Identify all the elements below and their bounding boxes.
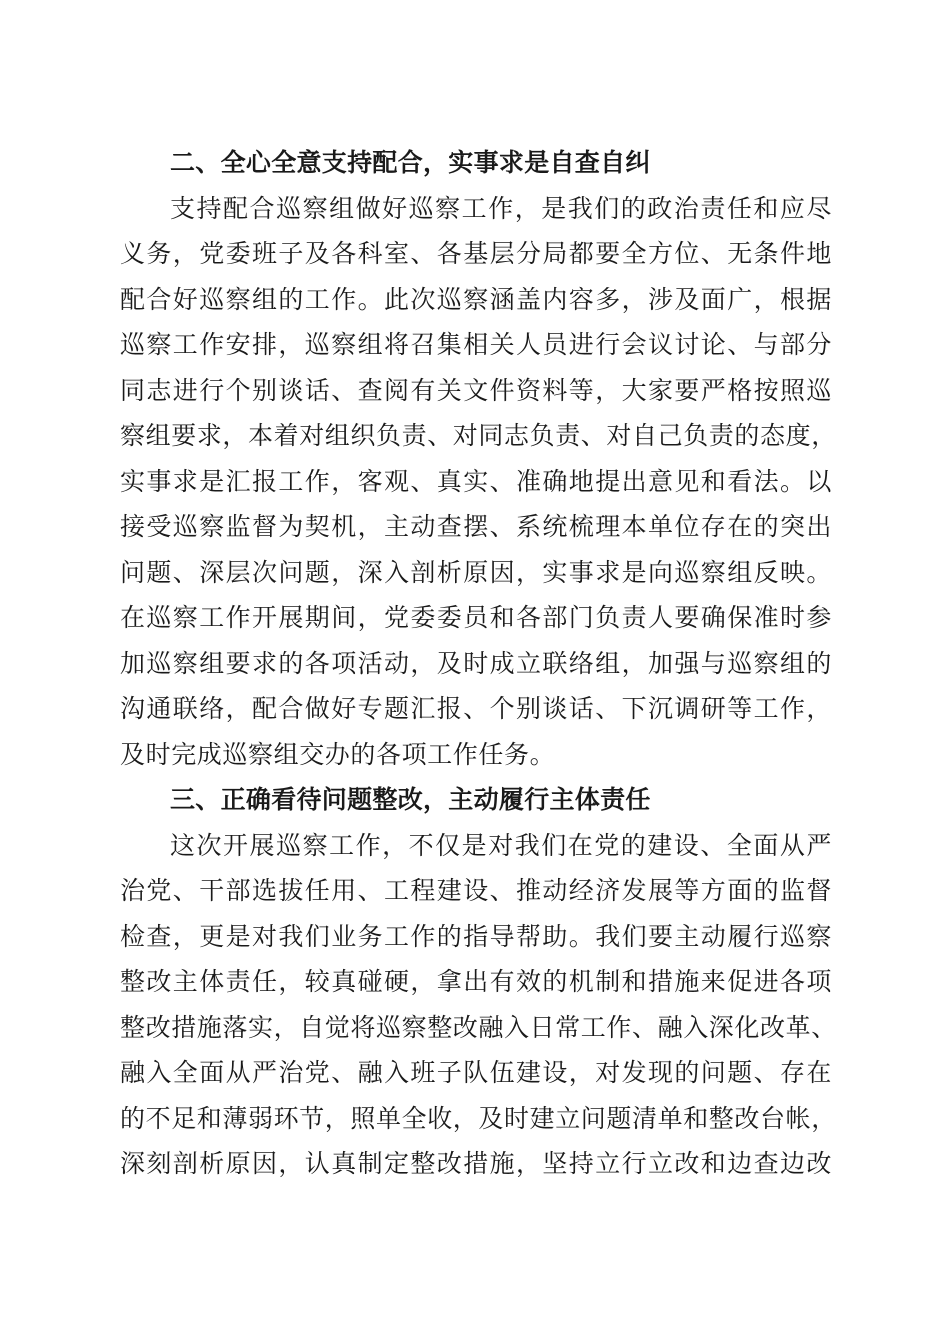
paragraph-line: 接受巡察监督为契机，主动查摆、系统梳理本单位存在的突出 — [120, 512, 832, 541]
paragraph-line: 配合好巡察组的工作。此次巡察涵盖内容多，涉及面广，根据 — [120, 284, 832, 314]
paragraph-line: 沟通联络，配合做好专题汇报、个别谈话、下沉调研等工作， — [120, 694, 832, 723]
paragraph-line: 检查，更是对我们业务工作的指导帮助。我们要主动履行巡察 — [120, 921, 832, 951]
paragraph-line: 治党、干部选拔任用、工程建设、推动经济发展等方面的监督 — [120, 876, 832, 905]
paragraph-line: 整改主体责任，较真碰硬，拿出有效的机制和措施来促进各项 — [120, 967, 832, 996]
paragraph-line: 这次开展巡察工作，不仅是对我们在党的建设、全面从严 — [170, 830, 832, 860]
paragraph-line: 问题、深层次问题，深入剖析原因，实事求是向巡察组反映。 — [120, 557, 832, 587]
paragraph-line: 实事求是汇报工作，客观、真实、准确地提出意见和看法。以 — [120, 466, 832, 496]
document-body — [120, 140, 837, 1187]
section-heading-2: 二、全心全意支持配合，实事求是自查自纠 — [170, 148, 651, 177]
paragraph-line: 整改措施落实，自觉将巡察整改融入日常工作、融入深化改革、 — [120, 1012, 837, 1042]
paragraph-line: 巡察工作安排，巡察组将召集相关人员进行会议讨论、与部分 — [120, 330, 832, 359]
paragraph-line: 察组要求，本着对组织负责、对同志负责、对自己负责的态度， — [120, 421, 837, 450]
paragraph-line: 在巡察工作开展期间，党委委员和各部门负责人要确保准时参 — [120, 603, 832, 632]
paragraph-line: 支持配合巡察组做好巡察工作，是我们的政治责任和应尽 — [170, 193, 832, 223]
paragraph-line: 及时完成巡察组交办的各项工作任务。 — [120, 739, 556, 769]
paragraph-line: 融入全面从严治党、融入班子队伍建设，对发现的问题、存在 — [120, 1058, 832, 1087]
paragraph-line: 加巡察组要求的各项活动，及时成立联络组，加强与巡察组的 — [120, 648, 832, 678]
section-heading-3: 三、正确看待问题整改，主动履行主体责任 — [170, 785, 651, 814]
paragraph-line: 深刻剖析原因，认真制定整改措施，坚持立行立改和边查边改 — [120, 1149, 832, 1178]
paragraph-line: 义务，党委班子及各科室、各基层分局都要全方位、无条件地 — [120, 239, 832, 268]
paragraph-line: 的不足和薄弱环节，照单全收，及时建立问题清单和整改台帐， — [120, 1103, 837, 1133]
paragraph-line: 同志进行个别谈话、查阅有关文件资料等，大家要严格按照巡 — [120, 375, 832, 405]
